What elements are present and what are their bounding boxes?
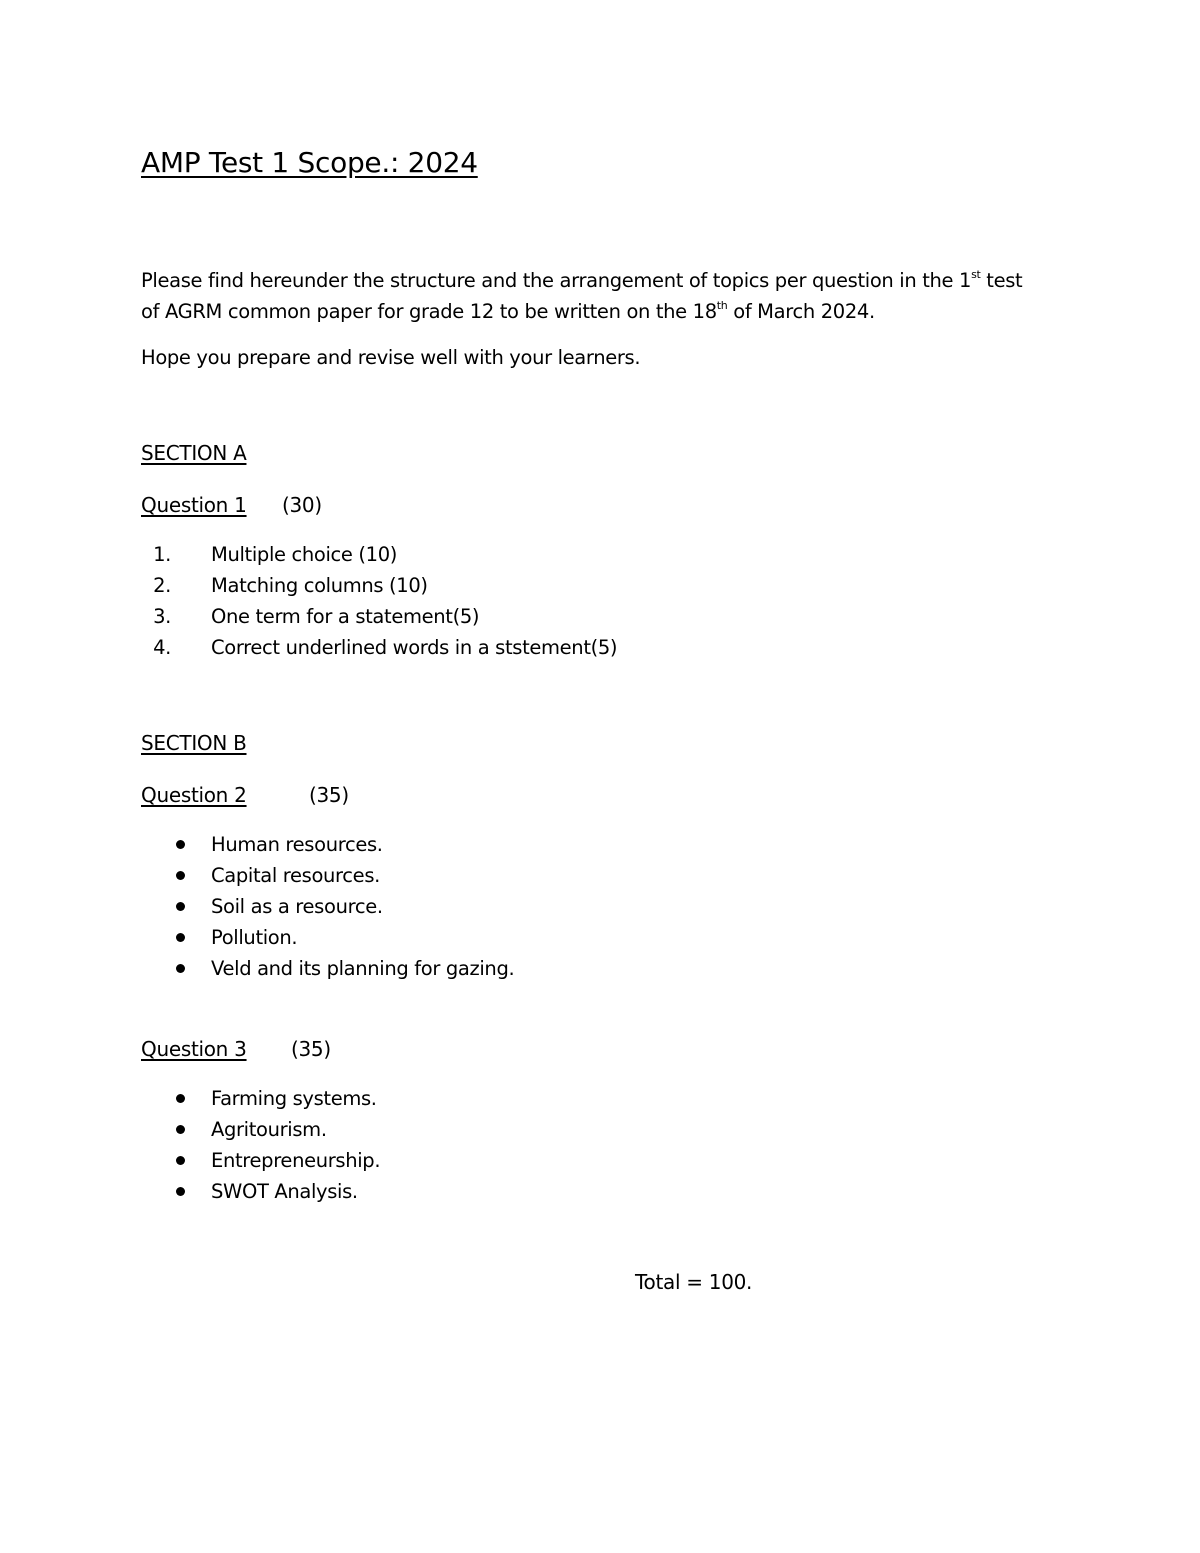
- list-item-text: Correct underlined words in a ststement(5): [211, 636, 618, 659]
- list-item: [141, 1176, 841, 1207]
- list-item-text: Agritourism.: [211, 1118, 327, 1141]
- list-item-text: Pollution.: [211, 926, 298, 949]
- question-3-label: Question 3: [141, 1037, 247, 1061]
- question-3-marks: (35): [291, 1037, 331, 1061]
- list-item: [141, 891, 841, 922]
- question-1-heading: [141, 493, 441, 523]
- list-item: [141, 632, 841, 663]
- list-item-number: 2.: [153, 574, 171, 597]
- question-2-marks: (35): [309, 783, 349, 807]
- intro-line-2-text: of AGRM common paper for grade 12 to be written on the 18: [141, 300, 717, 323]
- intro-line-2-superscript: th: [716, 298, 728, 312]
- list-item: [141, 922, 841, 953]
- intro-line-1-superscript: st: [971, 267, 981, 281]
- question-2-heading: [141, 783, 441, 813]
- question-1-label: Question 1: [141, 493, 247, 517]
- section-b-heading: SECTION B: [141, 731, 247, 755]
- bullet-icon: [176, 840, 185, 849]
- question-2-label: Question 2: [141, 783, 247, 807]
- list-item-text: One term for a statement(5): [211, 605, 480, 628]
- list-item-text: Multiple choice (10): [211, 543, 398, 566]
- intro-line-2-tail: of March 2024.: [727, 300, 875, 323]
- list-item: [141, 860, 841, 891]
- total-marks: Total = 100.: [635, 1270, 753, 1294]
- list-item-number: 4.: [153, 636, 171, 659]
- bullet-icon: [176, 1187, 185, 1196]
- bullet-icon: [176, 871, 185, 880]
- list-item-text: SWOT Analysis.: [211, 1180, 358, 1203]
- list-item-text: Farming systems.: [211, 1087, 377, 1110]
- intro-paragraph: [141, 265, 1022, 327]
- question-3-heading: [141, 1037, 441, 1067]
- list-item-text: Capital resources.: [211, 864, 380, 887]
- intro-line-1: [141, 265, 1022, 296]
- bullet-icon: [176, 1125, 185, 1134]
- list-item: [141, 601, 841, 632]
- list-item: [141, 1083, 841, 1114]
- bullet-icon: [176, 902, 185, 911]
- bullet-icon: [176, 1156, 185, 1165]
- bullet-icon: [176, 1094, 185, 1103]
- list-item-text: Matching columns (10): [211, 574, 428, 597]
- list-item: [141, 539, 841, 570]
- bullet-icon: [176, 964, 185, 973]
- list-item-text: Human resources.: [211, 833, 383, 856]
- list-item-text: Soil as a resource.: [211, 895, 383, 918]
- list-item-text: Veld and its planning for gazing.: [211, 957, 515, 980]
- document-title: AMP Test 1 Scope.: 2024: [141, 146, 478, 179]
- section-a-heading: SECTION A: [141, 441, 247, 465]
- list-item: [141, 953, 841, 984]
- question-1-marks: (30): [282, 493, 322, 517]
- list-item: [141, 570, 841, 601]
- list-item-number: 1.: [153, 543, 171, 566]
- list-item: [141, 829, 841, 860]
- intro-line-2: [141, 296, 1022, 327]
- list-item-text: Entrepreneurship.: [211, 1149, 381, 1172]
- list-item-number: 3.: [153, 605, 171, 628]
- list-item: [141, 1114, 841, 1145]
- hope-line: Hope you prepare and revise well with your learners.: [141, 346, 641, 369]
- intro-line-1-text: Please find hereunder the structure and the arrangement of topics per question in the 1: [141, 269, 972, 292]
- intro-line-1-tail: test: [980, 269, 1023, 292]
- list-item: [141, 1145, 841, 1176]
- bullet-icon: [176, 933, 185, 942]
